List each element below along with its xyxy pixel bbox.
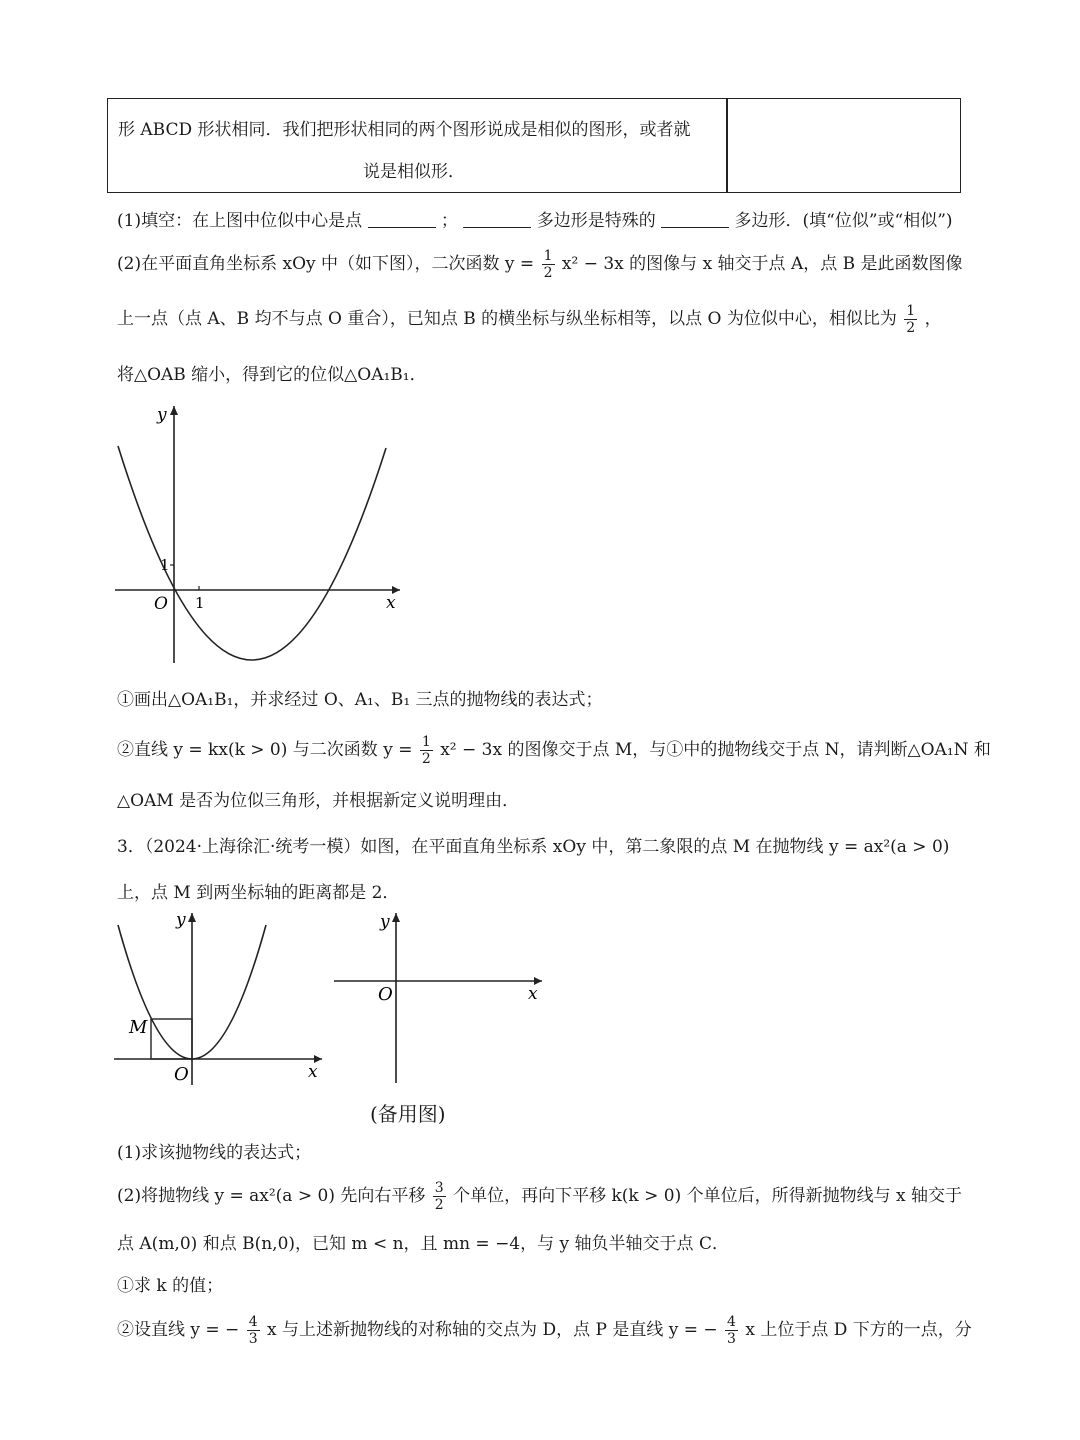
problem3-q1: (1)求该抛物线的表达式； bbox=[117, 1143, 312, 1163]
p3q2-text-a: (2)将抛物线 y = ax²(a > 0) 先向右平移 bbox=[117, 1186, 426, 1206]
q2-text-b: x² − 3x 的图像与 x 轴交于点 A，点 B 是此函数图像 bbox=[561, 254, 963, 274]
slope-fraction-1 bbox=[247, 1314, 260, 1347]
x-label: x bbox=[386, 593, 396, 613]
point-m-square bbox=[151, 1019, 192, 1059]
sub2-text-b: x² − 3x 的图像交于点 M，与①中的抛物线交于点 N，请判断△OA₁N 和 bbox=[440, 740, 991, 760]
slope-denominator-2: 3 bbox=[727, 1331, 736, 1347]
origin-label: O bbox=[154, 594, 168, 614]
problem3-line2: 上，点 M 到两坐标轴的距离都是 2． bbox=[117, 883, 400, 903]
fraction-denominator: 2 bbox=[543, 265, 553, 281]
parabola-curve bbox=[118, 446, 386, 660]
slope-denominator-1: 3 bbox=[248, 1331, 258, 1347]
slope-numerator-1: 4 bbox=[248, 1314, 258, 1330]
table-cell-line1: 形 ABCD 形状相同．我们把形状相同的两个图形说成是相似的图形，或者就 bbox=[118, 120, 691, 140]
q1-text-a: (1)填空：在上图中位似中心是点 bbox=[117, 211, 363, 231]
p3s2-text-a: ②设直线 y = − bbox=[117, 1320, 240, 1340]
shift-fraction bbox=[433, 1180, 446, 1213]
origin-label: O bbox=[378, 984, 393, 1005]
table-divider bbox=[726, 99, 728, 192]
y-axis-arrow bbox=[188, 913, 196, 922]
table-cell-line2: 说是相似形． bbox=[363, 162, 465, 182]
sub2-numerator: 1 bbox=[421, 734, 431, 750]
sub2-text-a: ②直线 y = kx(k > 0) 与二次函数 y = bbox=[117, 740, 413, 760]
p3s2-text-b: x 与上述新抛物线的对称轴的交点为 D，点 P 是直线 y = − bbox=[267, 1320, 718, 1340]
blank-3 bbox=[661, 210, 729, 228]
sub2-fraction bbox=[420, 734, 433, 767]
x-label: x bbox=[528, 984, 538, 1004]
y-label: y bbox=[157, 405, 167, 425]
problem3-line1: 3．（2024·上海徐汇·统考一模）如图，在平面直角坐标系 xOy 中，第二象限的点 M 在抛物线 y = ax²(a > 0) bbox=[117, 837, 950, 857]
fraction-numerator: 1 bbox=[543, 248, 553, 264]
fraction-half bbox=[542, 248, 555, 281]
origin-label: O bbox=[174, 1064, 189, 1085]
slope-fraction-2 bbox=[725, 1314, 738, 1347]
sub-question-2-line2: △OAM 是否为位似三角形，并根据新定义说明理由． bbox=[117, 791, 520, 811]
parabola-graph-2 bbox=[110, 905, 330, 1090]
q1-text-c: 多边形是特殊的 bbox=[536, 211, 656, 231]
q2-line2-end: ， bbox=[924, 309, 942, 329]
q2-text-a: (2)在平面直角坐标系 xOy 中（如下图），二次函数 y = bbox=[117, 254, 535, 274]
ratio-denominator: 2 bbox=[906, 320, 916, 336]
problem3-sub1: ①求 k 的值； bbox=[117, 1276, 224, 1296]
problem3-q2-line1 bbox=[117, 1180, 962, 1213]
problem3-sub2 bbox=[117, 1314, 972, 1347]
shift-denominator: 2 bbox=[434, 1197, 444, 1213]
backup-coordinate-graph bbox=[330, 905, 550, 1090]
shift-numerator: 3 bbox=[434, 1180, 444, 1196]
y-tick-label: 1 bbox=[160, 556, 170, 574]
q2-line2-text: 上一点（点 A、B 均不与点 O 重合），已知点 B 的横坐标与纵坐标相等，以点 O 为位似中心，相似比为 bbox=[117, 309, 897, 329]
y-label: y bbox=[380, 912, 390, 932]
parabola-graph-1 bbox=[110, 398, 410, 668]
problem3-q2-line2: 点 A(m,0) 和点 B(n,0)，已知 m < n，且 mn = −4，与 y 轴负半轴交于点 C． bbox=[117, 1234, 729, 1254]
blank-2 bbox=[463, 210, 531, 228]
x-label: x bbox=[308, 1062, 318, 1082]
question2-line2 bbox=[117, 303, 942, 336]
sub-question-1: ①画出△OA₁B₁，并求经过 O、A₁、B₁ 三点的抛物线的表达式； bbox=[117, 690, 603, 710]
backup-figure-caption: (备用图) bbox=[370, 1102, 446, 1126]
q1-text-b: ； bbox=[440, 211, 458, 231]
q1-text-d: 多边形．(填“位似”或“相似”) bbox=[734, 211, 953, 231]
blank-1 bbox=[368, 210, 436, 228]
y-axis-arrow bbox=[392, 913, 400, 922]
y-axis-arrow bbox=[170, 406, 178, 415]
p3q2-text-b: 个单位，再向下平移 k(k > 0) 个单位后，所得新抛物线与 x 轴交于 bbox=[453, 1186, 963, 1206]
definition-table bbox=[107, 98, 961, 193]
ratio-numerator: 1 bbox=[906, 303, 916, 319]
ratio-fraction bbox=[904, 303, 917, 336]
sub-question-2-line1 bbox=[117, 734, 991, 767]
question1-fill bbox=[117, 206, 953, 231]
question2-line1 bbox=[117, 248, 963, 281]
y-label: y bbox=[176, 910, 186, 930]
question2-line3: 将△OAB 缩小，得到它的位似△OA₁B₁． bbox=[117, 365, 427, 385]
slope-numerator-2: 4 bbox=[727, 1314, 736, 1330]
sub2-denominator: 2 bbox=[421, 751, 431, 767]
x-tick-label: 1 bbox=[195, 594, 205, 612]
point-m-label: M bbox=[129, 1017, 148, 1038]
p3s2-text-c: x 上位于点 D 下方的一点，分 bbox=[745, 1320, 972, 1340]
